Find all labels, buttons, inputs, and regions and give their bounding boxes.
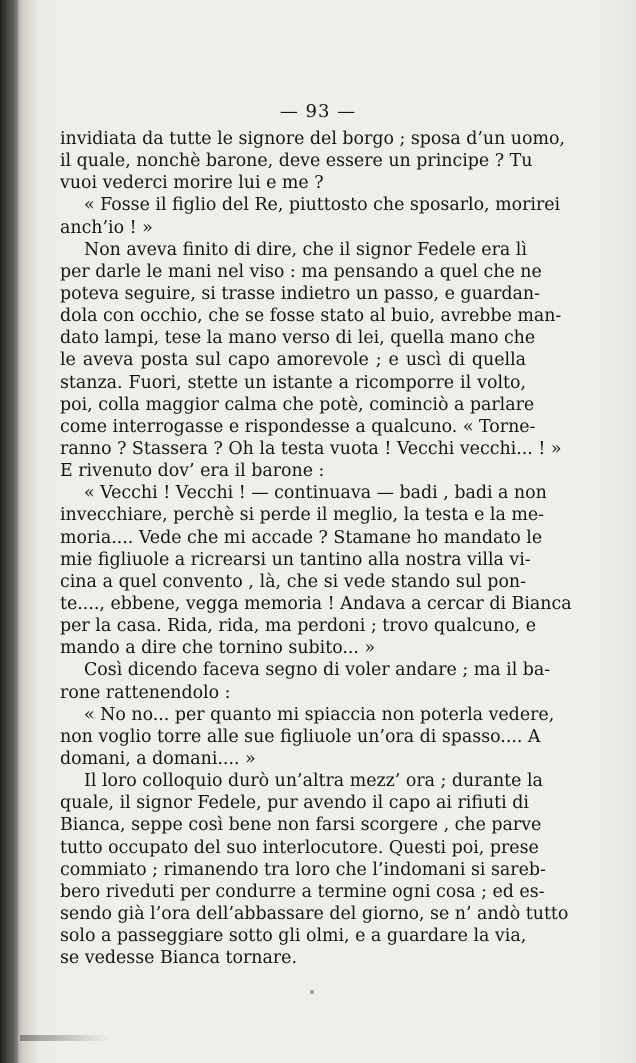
text-line: Non aveva finito di dire, che il signor Fedele era lì xyxy=(84,239,527,260)
text-line: le aveva posta sul capo amorevole ; e uscì di quella xyxy=(60,350,526,371)
text-line: Così dicendo faceva segno di voler andare ; ma il ba- xyxy=(84,660,551,681)
text-line: non voglio torre alle sue figliuole un’ora di spasso.... A xyxy=(60,726,541,747)
text-line: mando a dire che tornino subito... » xyxy=(60,638,376,659)
text-line: stanza. Fuori, stette un istante a ricomporre il volto, xyxy=(60,372,526,393)
page-number: — 93 — xyxy=(279,101,357,122)
text-line: dato lampi, tese la mano verso di lei, quella mano che xyxy=(60,328,536,349)
text-line: dola con occhio, che se fosse stato al buio, avrebbe man- xyxy=(60,306,562,327)
text-line: « Vecchi ! Vecchi ! — continuava — badi , badi a non xyxy=(84,483,547,504)
text-line: cina a quel convento , là, che si vede stando sul pon- xyxy=(60,571,526,592)
text-line: tutto occupato del suo interlocutore. Questi poi, prese xyxy=(60,837,539,858)
text-line: « Fosse il figlio del Re, piuttosto che sposarlo, morirei xyxy=(84,195,561,216)
text-line: vuoi vederci morire lui e me ? xyxy=(60,173,324,194)
text-line: invidiata da tutte le signore del borgo ; sposa d’un uomo, xyxy=(60,129,565,149)
text-line: Bianca, seppe così bene non farsi scorgere , che parve xyxy=(60,815,542,836)
body-text xyxy=(60,128,572,969)
page-edge-shadow xyxy=(20,1035,110,1041)
text-line: domani, a domani.... » xyxy=(60,748,256,769)
text-line: rone rattenendolo : xyxy=(60,682,231,703)
text-line: E rivenuto dov’ era il barone : xyxy=(60,461,325,482)
text-line: « No no... per quanto mi spiaccia non poterla vedere, xyxy=(84,704,555,725)
text-line: mie figliuole a ricrearsi un tantino alla nostra villa vi- xyxy=(60,549,531,570)
text-line: il quale, nonchè barone, deve essere un principe ? Tu xyxy=(60,151,533,172)
text-line: te...., ebbene, vegga memoria ! Andava a cercar di Bianca xyxy=(60,593,572,614)
text-line: come interrogasse e rispondesse a qualcuno. « Torne- xyxy=(60,416,536,437)
text-line: solo a passeggiare sotto gli olmi, e a guardare la via, xyxy=(60,926,527,947)
text-line: per darle le mani nel viso : ma pensando a quel che ne xyxy=(60,261,542,282)
text-line: se vedesse Bianca tornare. xyxy=(60,948,297,969)
text-line: poteva seguire, si trasse indietro un passo, e guardan- xyxy=(60,283,540,304)
book-spine-shadow xyxy=(0,0,18,1063)
ink-speck xyxy=(310,990,314,994)
text-line: sendo già l’ora dell’abbassare del giorno, se n’ andò tutto xyxy=(60,903,569,924)
text-line: quale, il signor Fedele, pur avendo il capo ai rifiuti di xyxy=(60,793,529,814)
text-line: ranno ? Stassera ? Oh la testa vuota ! Vecchi vecchi... ! » xyxy=(60,438,562,459)
text-line: anch’io ! » xyxy=(60,217,153,238)
text-line: poi, colla maggior calma che potè, cominciò a parlare xyxy=(60,394,535,415)
text-line: bero riveduti per condurre a termine ogni cosa ; ed es- xyxy=(60,881,545,902)
text-line: moria.... Vede che mi accade ? Stamane ho mandato le xyxy=(60,527,543,548)
text-line: commiato ; rimanendo tra loro che l’indomani si sareb- xyxy=(60,859,546,880)
text-line: Il loro colloquio durò un’altra mezz’ ora ; durante la xyxy=(84,771,543,792)
text-line: invecchiare, perchè si perde il meglio, la testa e la me- xyxy=(60,505,545,526)
text-line: per la casa. Rida, rida, ma perdoni ; trovo qualcuno, e xyxy=(60,616,537,637)
